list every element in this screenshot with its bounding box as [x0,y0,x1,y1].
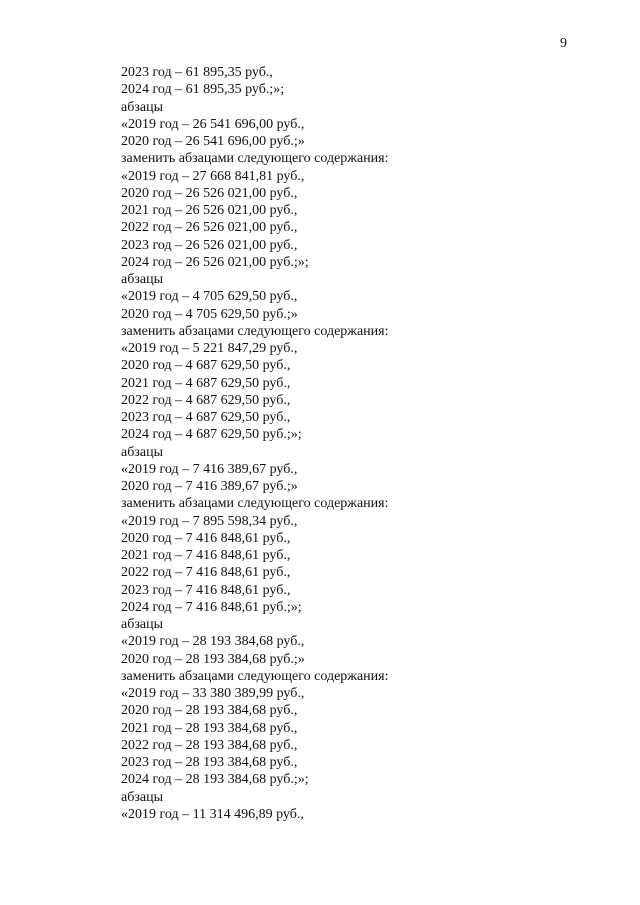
text-line: заменить абзацами следующего содержания: [121,668,389,684]
text-line: 2022 год – 4 687 629,50 руб., [121,392,291,408]
text-line: 2020 год – 4 705 629,50 руб.;» [121,306,298,322]
text-line: «2019 год – 7 895 598,34 руб., [121,513,298,529]
text-line: 2021 год – 4 687 629,50 руб., [121,375,291,391]
text-line: «2019 год – 7 416 389,67 руб., [121,461,298,477]
text-line: 2024 год – 28 193 384,68 руб.;»; [121,772,309,788]
text-line: 2022 год – 26 526 021,00 руб., [121,220,298,236]
text-line: 2020 год – 28 193 384,68 руб.;» [121,651,305,667]
text-line: абзацы [121,444,163,460]
page-number: 9 [560,36,567,51]
text-line: 2024 год – 61 895,35 руб.;»; [121,82,285,98]
text-line: 2020 год – 26 541 696,00 руб.;» [121,134,305,149]
text-line: абзацы [121,789,163,805]
text-line: «2019 год – 27 668 841,81 руб., [121,168,305,184]
text-line: 2023 год – 7 416 848,61 руб., [121,582,291,598]
text-line: 2020 год – 28 193 384,68 руб., [121,703,298,719]
text-line: 2020 год – 26 526 021,00 руб., [121,185,298,201]
text-line: 2023 год – 61 895,35 руб., [121,65,273,80]
text-line: «2019 год – 4 705 629,50 руб., [121,289,298,305]
text-line: 2023 год – 26 526 021,00 руб., [121,237,298,253]
text-line: абзацы [121,272,163,287]
text-line: 2024 год – 4 687 629,50 руб.;»; [121,427,302,443]
text-line: заменить абзацами следующего содержания: [121,496,389,512]
text-line: «2019 год – 33 380 389,99 руб., [121,686,305,701]
text-line: 2023 год – 28 193 384,68 руб., [121,755,298,770]
text-line: «2019 год – 26 541 696,00 руб., [121,116,305,132]
text-line: 2022 год – 7 416 848,61 руб., [121,565,291,581]
text-line: 2020 год – 4 687 629,50 руб., [121,358,291,374]
text-line: 2024 год – 26 526 021,00 руб.;»; [121,254,309,270]
text-line: абзацы [121,99,163,115]
document-body [121,64,389,823]
text-line: «2019 год – 28 193 384,68 руб., [121,634,305,650]
text-line: 2021 год – 7 416 848,61 руб., [121,548,291,563]
text-line: 2024 год – 7 416 848,61 руб.;»; [121,599,302,615]
text-line: «2019 год – 5 221 847,29 руб., [121,341,298,356]
text-line: заменить абзацами следующего содержания: [121,323,389,339]
text-line: 2023 год – 4 687 629,50 руб., [121,410,291,425]
text-line: абзацы [121,617,163,632]
text-line: 2022 год – 28 193 384,68 руб., [121,737,298,753]
text-line: заменить абзацами следующего содержания: [121,151,389,167]
text-line: 2021 год – 26 526 021,00 руб., [121,203,298,218]
text-line: 2021 год – 28 193 384,68 руб., [121,720,298,736]
text-line: 2020 год – 7 416 389,67 руб.;» [121,479,298,494]
text-line: 2020 год – 7 416 848,61 руб., [121,530,291,546]
text-line: «2019 год – 11 314 496,89 руб., [121,806,304,822]
